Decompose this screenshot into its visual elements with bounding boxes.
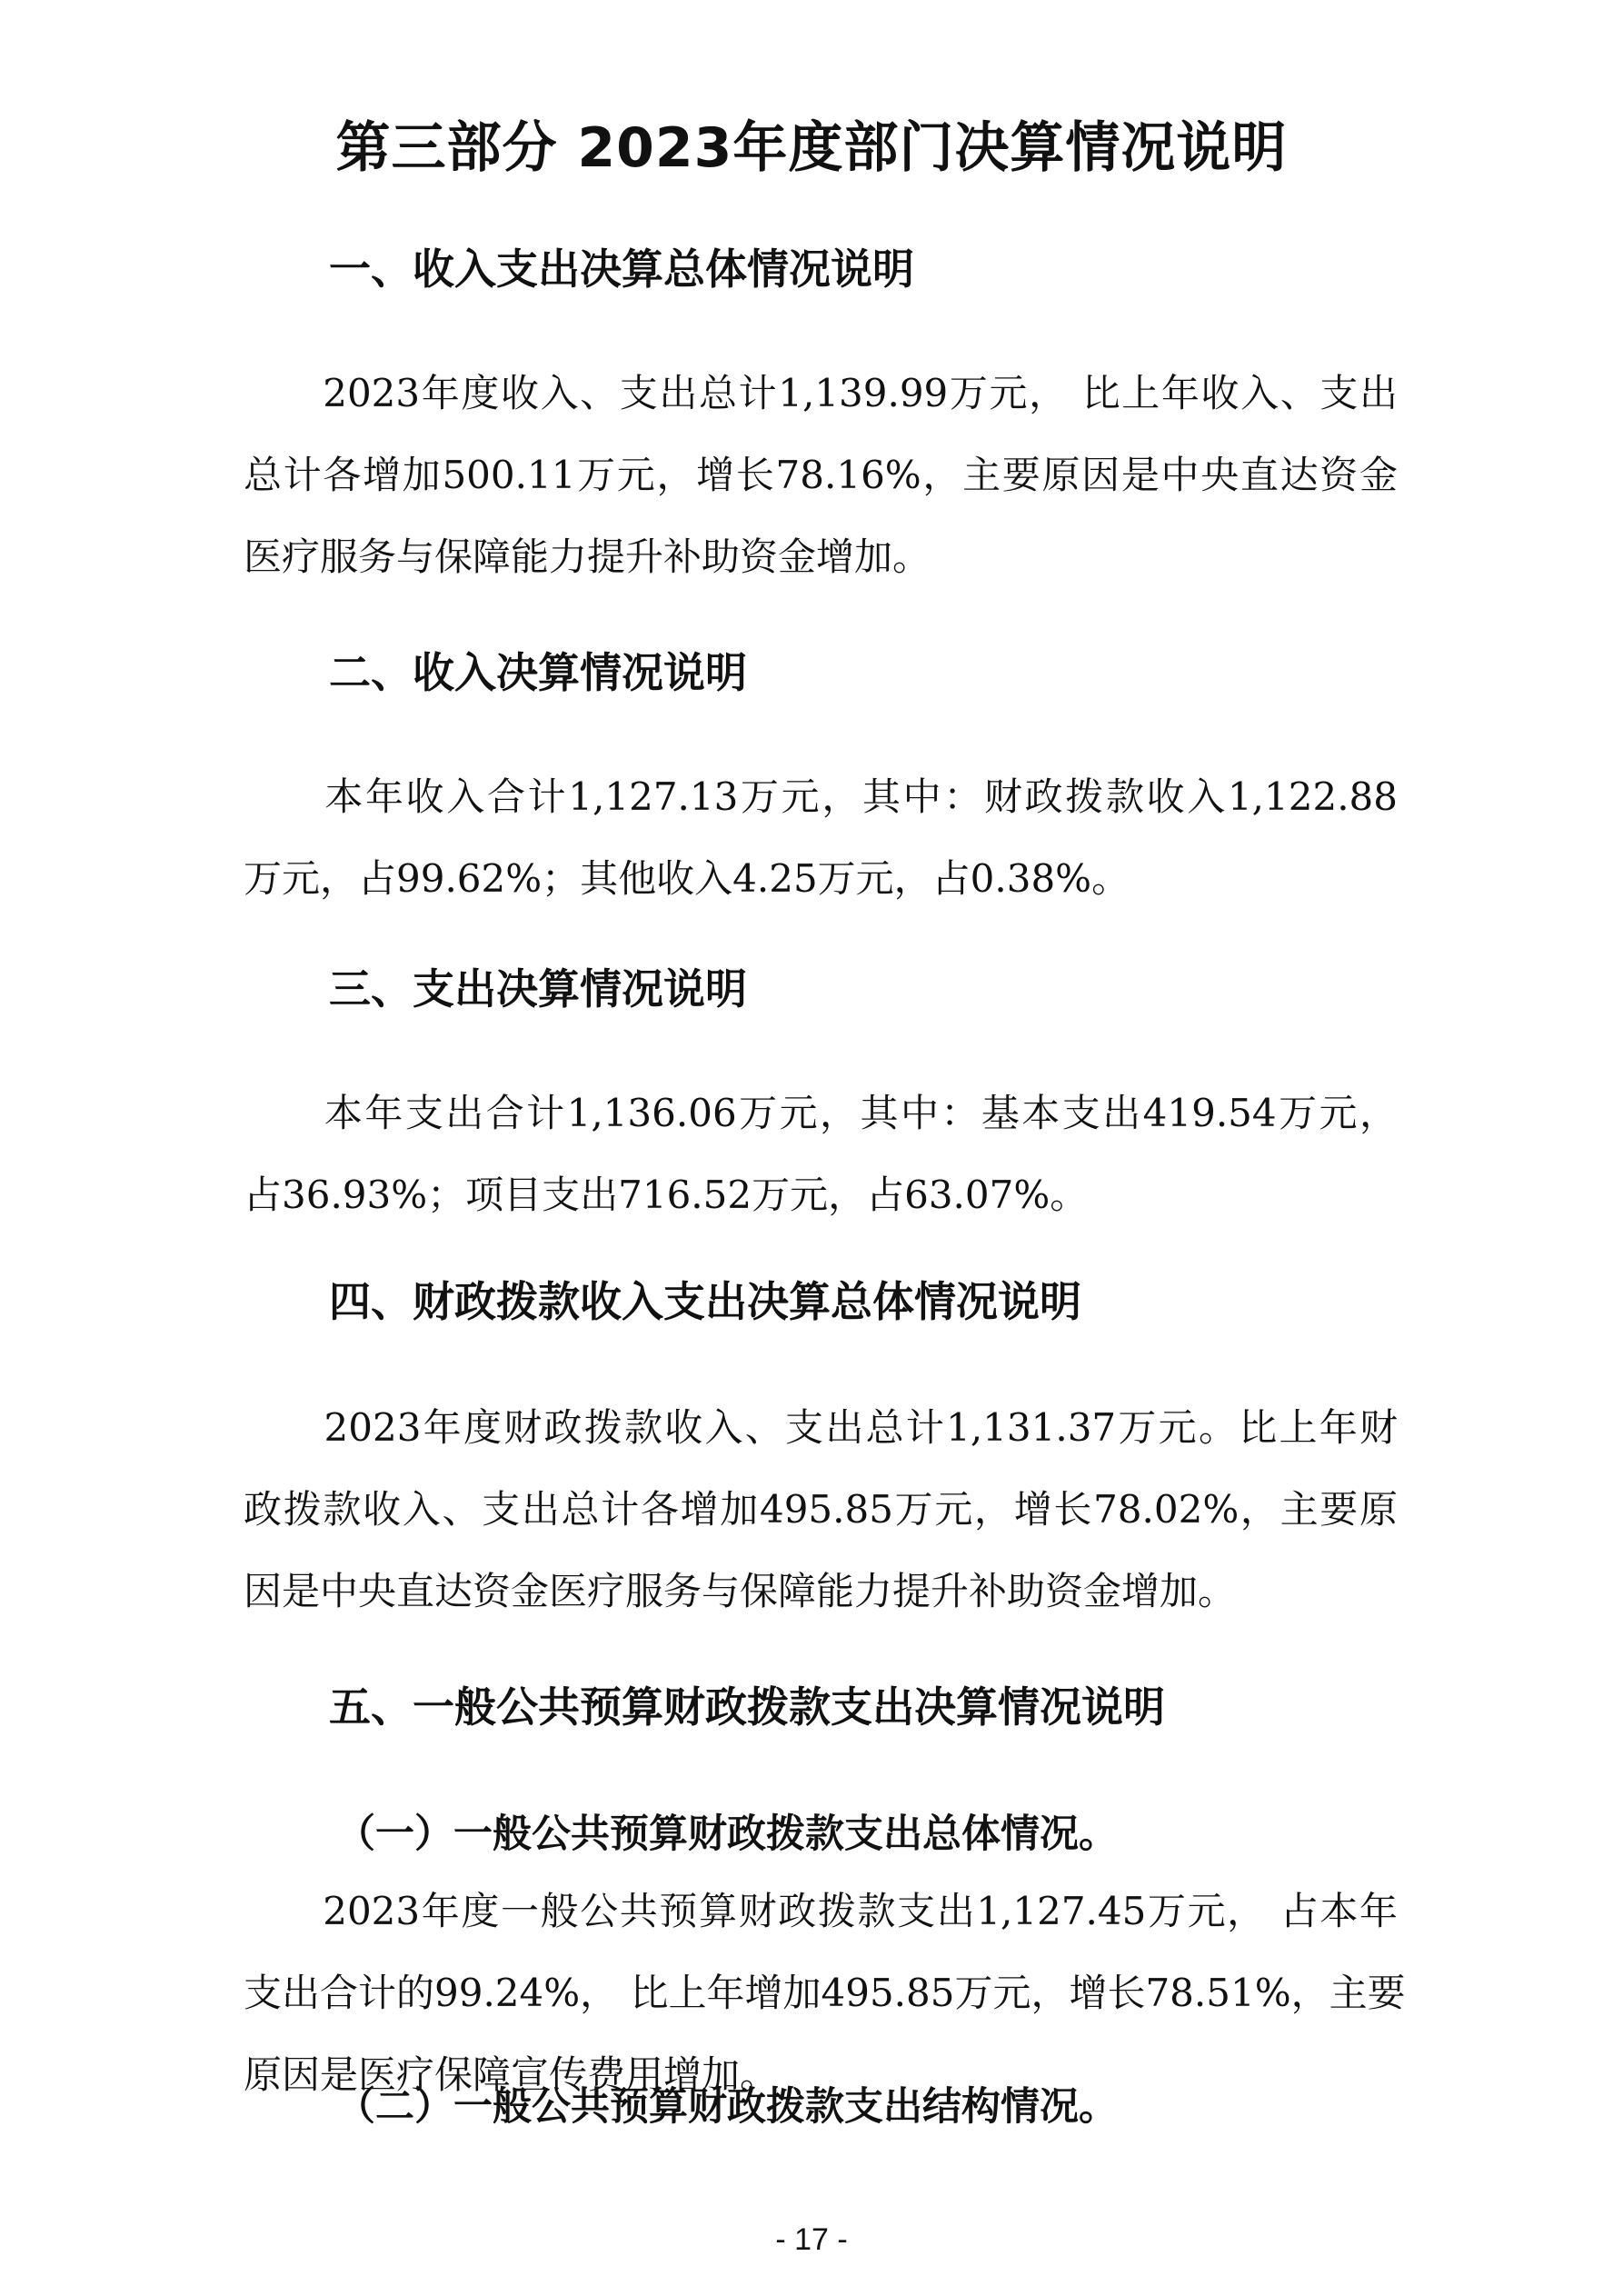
section-heading-4: 四、财政拨款收入支出决算总体情况说明 [329, 1277, 1081, 1326]
paragraph-line: 支出合计的99.24%， 比上年增加495.85万元，增长78.51%，主要 [244, 1971, 1406, 2015]
paragraph-line: 因是中央直达资金医疗服务与保障能力提升补助资金增加。 [244, 1569, 1237, 1613]
section-heading-2: 二、收入决算情况说明 [329, 648, 747, 697]
section-heading-3: 三、支出决算情况说明 [329, 964, 747, 1013]
section-heading-5: 五、一般公共预算财政拨款支出决算情况说明 [329, 1682, 1165, 1732]
paragraph-line: 万元，占99.62%；其他收入4.25万元，占0.38%。 [244, 856, 1130, 901]
paragraph-line: 本年收入合计1,127.13万元，其中：财政拨款收入1,122.88 [244, 774, 1398, 819]
paragraph-line: 本年支出合计1,136.06万元，其中：基本支出419.54万元， [244, 1091, 1398, 1135]
paragraph-line: 占36.93%；项目支出716.52万元，占63.07%。 [244, 1173, 1089, 1217]
section-paragraph-1 [244, 353, 1398, 598]
paragraph-line: 2023年度一般公共预算财政拨款支出1,127.45万元， 占本年 [244, 1889, 1398, 1933]
section-heading-1: 一、收入支出决算总体情况说明 [329, 245, 914, 294]
paragraph-line: 医疗服务与保障能力提升补助资金增加。 [244, 534, 931, 579]
subsection-heading-5-1: （一）一般公共预算财政拨款支出总体情况。 [336, 1812, 1118, 1857]
paragraph-line: 原因是医疗保障宣传费用增加。 [244, 2052, 779, 2097]
page-number: - 17 - [775, 2222, 848, 2257]
section-paragraph-2 [244, 756, 1398, 920]
section-paragraph-3 [244, 1073, 1398, 1236]
paragraph-line: 政拨款收入、支出总计各增加495.85万元，增长78.02%，主要原 [244, 1487, 1398, 1532]
section-paragraph-4 [244, 1387, 1398, 1632]
paragraph-line: 2023年度财政拨款收入、支出总计1,131.37万元。比上年财 [244, 1405, 1398, 1450]
subsection-heading-5-2: （二）一般公共预算财政拨款支出结构情况。 [336, 2084, 1118, 2130]
paragraph-line: 2023年度收入、支出总计1,139.99万元， 比上年收入、支出 [244, 371, 1398, 415]
page-title: 第三部分 2023年度部门决算情况说明 [335, 116, 1288, 180]
paragraph-line: 总计各增加500.11万元，增长78.16%，主要原因是中央直达资金 [244, 453, 1398, 497]
